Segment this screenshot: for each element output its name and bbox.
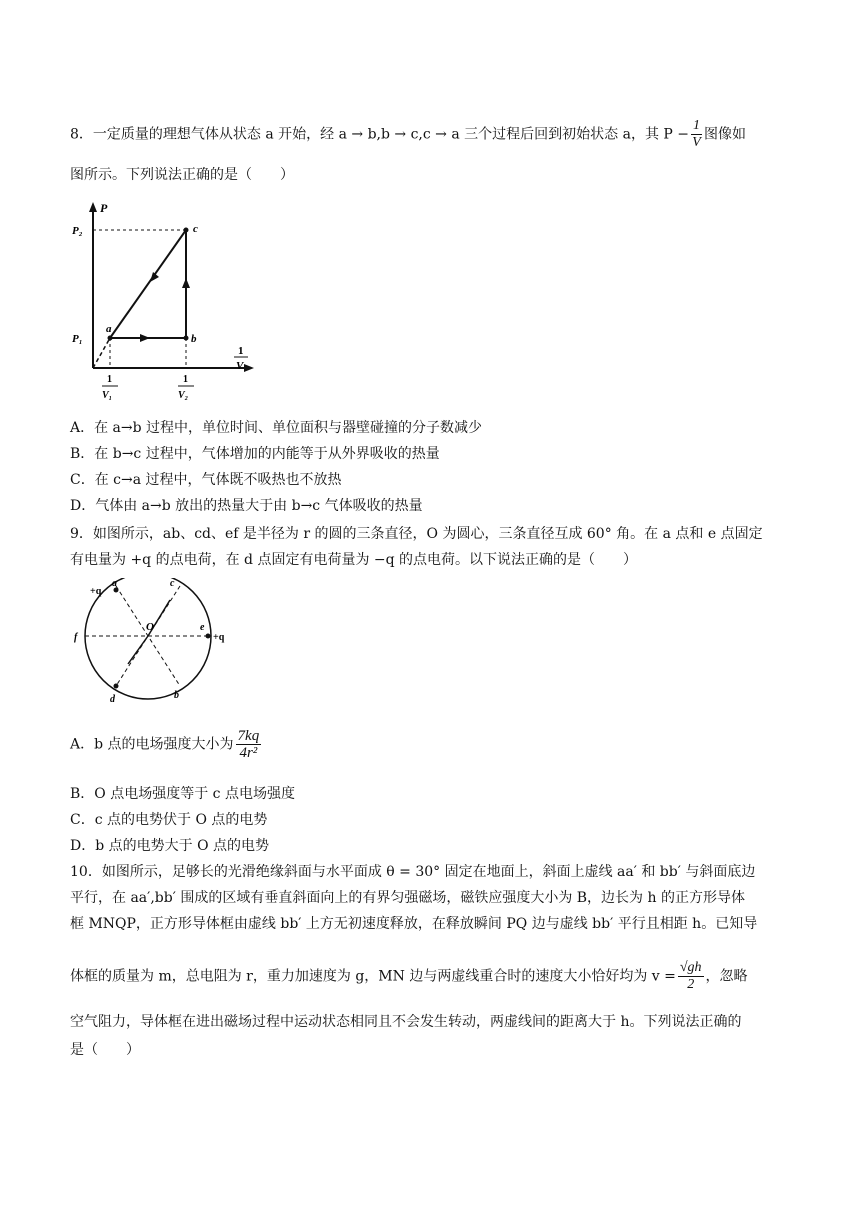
arrow-b-c-icon <box>182 278 190 288</box>
arrow-c-a-icon <box>150 272 159 282</box>
label-o: O <box>146 621 154 633</box>
q9-option-c[interactable]: C．c 点的电势伏于 O 点的电势 <box>70 812 268 828</box>
label-p1: P₁ <box>72 333 83 345</box>
q8-fraction <box>691 118 702 151</box>
q8-frac-num: 1 <box>693 118 700 133</box>
q10-stem-line5: 空气阻力，导体框在进出磁场过程中运动状态相同且不会发生转动，两虚线间的距离大于 h。下列说法正确的 <box>70 1014 742 1030</box>
p-axis-arrow-icon <box>89 202 97 212</box>
origin-extension <box>93 338 110 368</box>
charge-point-d <box>114 684 119 689</box>
process-c-a <box>110 230 186 338</box>
q8-option-d[interactable]: D．气体由 a→b 放出的热量大于由 b→c 气体吸收的热量 <box>70 498 423 514</box>
label-e: e <box>200 622 205 633</box>
point-b <box>184 336 189 341</box>
point-a <box>108 336 113 341</box>
q8-stem-text: 8．一定质量的理想气体从状态 a 开始，经 a → b,b → c,c → a 三个过程后回到初始状态 a，其 P − <box>70 126 689 143</box>
q9-circle-figure <box>70 578 260 708</box>
q10-frac-num: √gh <box>679 960 702 975</box>
q8-option-b[interactable]: B．在 b→c 过程中，气体增加的内能等于从外界吸收的热量 <box>70 446 440 462</box>
q8-stem-tail: 图像如 <box>704 126 746 143</box>
label-b: b <box>191 333 197 345</box>
label-v-den: V <box>236 360 244 372</box>
q10-stem-line1: 10．如图所示，足够长的光滑绝缘斜面与水平面成 θ = 30° 固定在地面上，斜面上虚线 aa′ 和 bb′ 与斜面底边 <box>70 864 756 880</box>
label-a: a <box>112 578 117 589</box>
label-v1-num: 1 <box>107 374 112 385</box>
q10-stem-line3: 框 MNQP，正方形导体框由虚线 bb′ 上方无初速度释放，在释放瞬间 PQ 边与虚线 bb′ 平行且相距 h。已知导 <box>70 916 758 932</box>
q8-option-a[interactable]: A．在 a→b 过程中，单位时间、单位面积与器壁碰撞的分子数减少 <box>70 420 483 436</box>
q10-line4-text: 体框的质量为 m，总电阻为 r，重力加速度为 g，MN 边与两虚线重合时的速度大小恰好均为 v = <box>70 968 676 985</box>
q8-stem-line1 <box>70 118 792 151</box>
label-v2-den: V₂ <box>178 390 189 401</box>
charge-point-e <box>206 634 211 639</box>
label-c: c <box>170 578 175 589</box>
q8-stem-line2: 图所示。下列说法正确的是（ ） <box>70 167 294 183</box>
label-v2-num: 1 <box>183 374 188 385</box>
q9-option-d[interactable]: D．b 点的电势大于 O 点的电势 <box>70 838 270 854</box>
q8-pv-figure <box>70 198 260 406</box>
v-axis-arrow-icon <box>244 364 254 372</box>
q10-frac-den: 2 <box>687 977 695 992</box>
q8-frac-den: V <box>692 135 701 150</box>
point-c <box>184 228 189 233</box>
q10-stem-line6: 是（ ） <box>70 1042 140 1058</box>
q9-frac-den: 4r² <box>239 745 258 761</box>
label-f: f <box>74 632 78 643</box>
q10-line4-tail: ，忽略 <box>705 968 748 985</box>
q10-stem-line4 <box>70 960 792 1000</box>
q8-option-c[interactable]: C．在 c→a 过程中，气体既不吸热也不放热 <box>70 472 342 488</box>
q9-stem-line1: 9．如图所示，ab、cd、ef 是半径为 r 的圆的三条直径，O 为圆心，三条直径互成 60° 角。在 a 点和 e 点固定 <box>70 526 763 542</box>
q9-option-a-text: A．b 点的电场强度大小为 <box>70 736 234 753</box>
q9-option-b[interactable]: B．O 点电场强度等于 c 点电场强度 <box>70 786 295 802</box>
q9-option-a-fraction <box>236 728 262 761</box>
arrow-a-b-icon <box>140 334 150 342</box>
q9-frac-num: 7kq <box>237 728 260 744</box>
label-charge-e: +q <box>213 632 225 643</box>
label-p: P <box>100 201 108 215</box>
label-p2: P₂ <box>72 225 83 237</box>
label-a: a <box>106 323 112 335</box>
label-charge-a: +q <box>90 586 102 597</box>
q10-velocity-fraction <box>678 960 704 993</box>
q10-stem-line2: 平行，在 aa′,bb′ 围成的区域有垂直斜面向上的有界匀强磁场，磁铁应强度大小为 B，边长为 h 的正方形导体 <box>70 890 745 906</box>
q9-stem-line2: 有电量为 +q 的点电荷，在 d 点固定有电荷量为 −q 的点电荷。以下说法正确的是（ ） <box>70 552 638 568</box>
label-d: d <box>110 694 115 705</box>
segment-od <box>128 636 148 664</box>
circle <box>85 578 211 699</box>
label-v-num: 1 <box>238 345 244 357</box>
q9-option-a[interactable] <box>70 728 792 768</box>
label-v1-den: V₁ <box>102 390 113 401</box>
label-c: c <box>193 223 198 235</box>
label-b: b <box>174 690 179 701</box>
